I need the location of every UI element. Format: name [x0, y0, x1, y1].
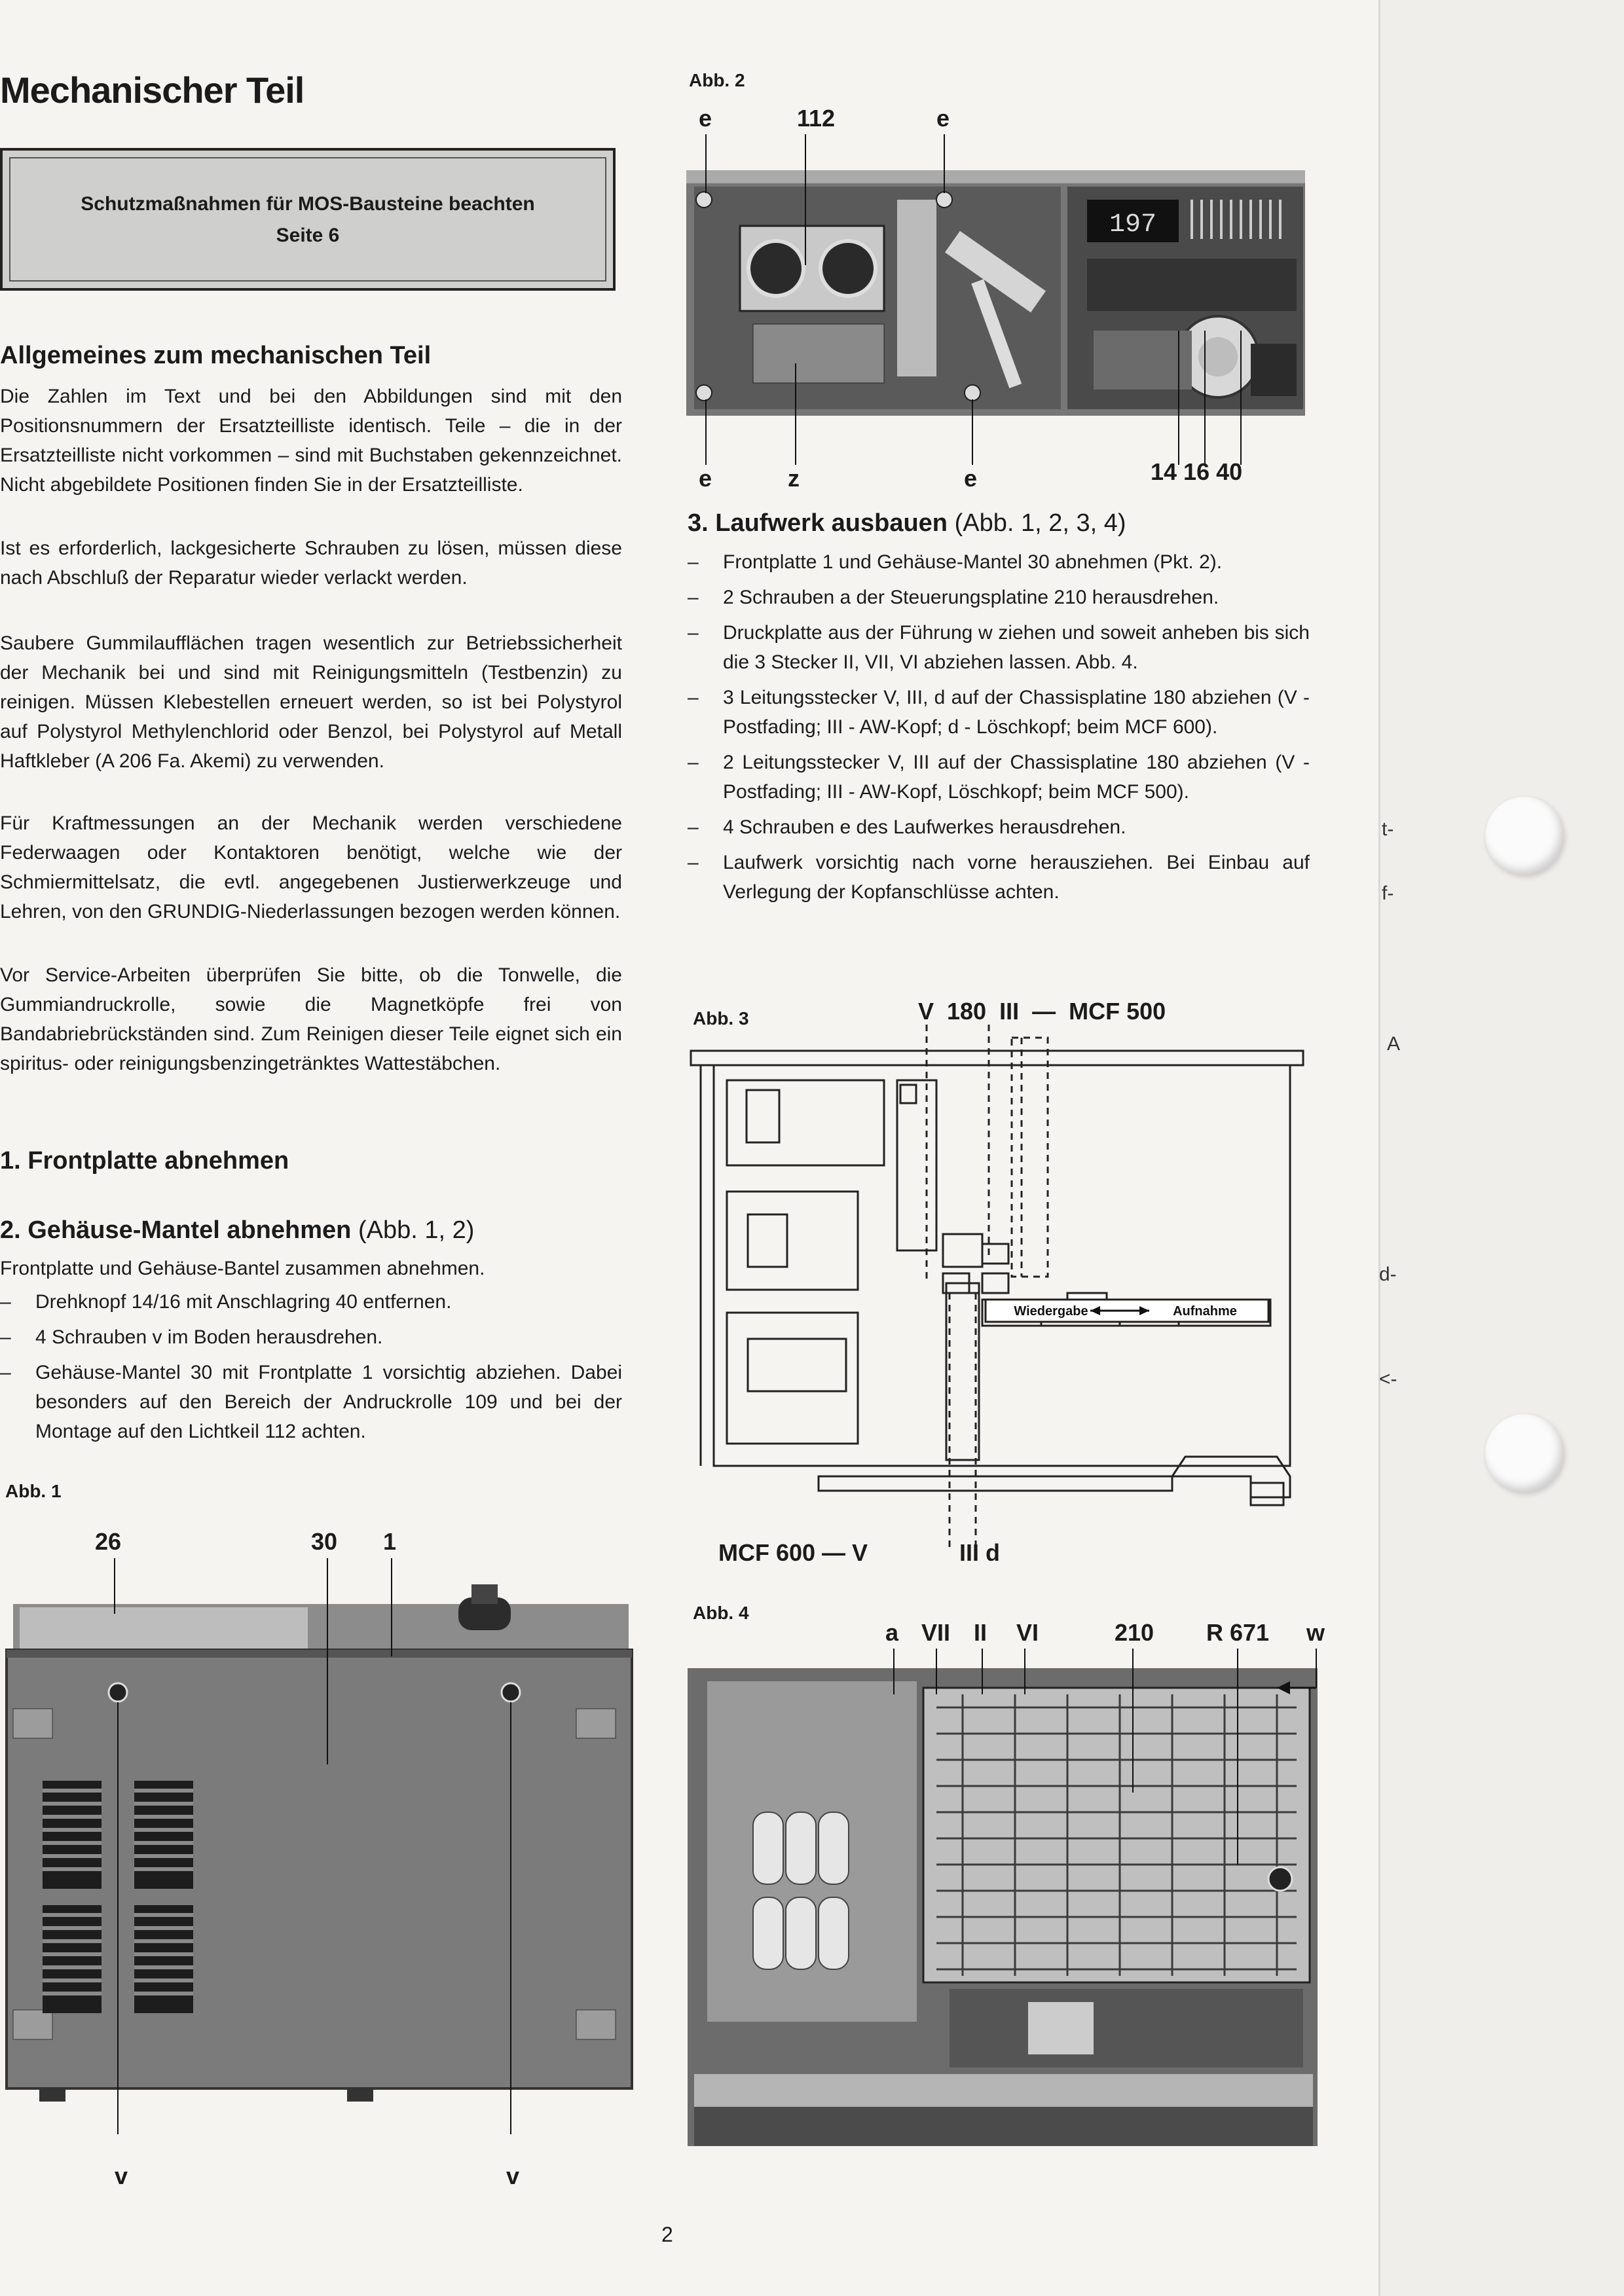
- mos-warning-line1: Schutzmaßnahmen für MOS-Bausteine beachten: [81, 193, 535, 215]
- abb3-bottom-right-callout: III d: [959, 1539, 1000, 1566]
- margin-fragment-k: <-: [1379, 1368, 1397, 1390]
- section-2-intro: Frontplatte und Gehäuse-Bantel zusammen abnehmen.: [0, 1258, 485, 1279]
- abb4-callout-VI: VI: [1016, 1619, 1039, 1646]
- list-item: – Gehäuse-Mantel 30 mit Frontplatte 1 vorsichtig abziehen. Dabei besonders auf den Bereich der Andruckrolle 109 und bei der Montage auf den Lichtkeil 112 achten.: [0, 1362, 622, 1442]
- margin-fragment-d: d-: [1379, 1264, 1397, 1285]
- margin-fragment-f: f-: [1382, 883, 1394, 904]
- abb4-callout-VII: VII: [921, 1619, 951, 1646]
- abb4-callout-210: 210: [1115, 1619, 1154, 1646]
- binder-hole-top: [1485, 797, 1564, 875]
- section-2-title: 2. Gehäuse-Mantel abnehmen: [0, 1216, 352, 1244]
- abb2-callout-112: 112: [797, 105, 836, 132]
- abb1-callout-v-left: v: [115, 2162, 128, 2189]
- abb3-bottom-left-callout: MCF 600 — V: [718, 1539, 868, 1566]
- list-item: – Druckplatte aus der Führung w ziehen und soweit anheben bis sich die 3 Stecker II, VII, VI abziehen lassen. Abb. 4.: [688, 622, 1310, 673]
- abb2-callout-z: z: [788, 465, 800, 492]
- section-1-heading: 1. Frontplatte abnehmen: [0, 1147, 289, 1175]
- section-2-ref: (Abb. 1, 2): [358, 1216, 475, 1244]
- section-3-title: 3. Laufwerk ausbauen: [688, 509, 948, 537]
- abb3-aufnahme-label: Aufnahme: [1173, 1304, 1237, 1319]
- abb1-callout-1: 1: [383, 1528, 397, 1555]
- abb3-label: Abb. 3: [693, 1008, 749, 1029]
- abb3-wiedergabe-label: Wiedergabe: [1014, 1304, 1088, 1319]
- mos-warning-line2: Seite 6: [276, 225, 340, 246]
- list-item: – Laufwerk vorsichtig nach vorne herausziehen. Bei Einbau auf Verlegung der Kopfanschlüsse achten.: [688, 852, 1310, 903]
- section-3-steps: [688, 547, 1310, 913]
- general-paragraph-3: Saubere Gummilaufflächen tragen wesentlich zur Betriebssicherheit der Mechanik bei und sind mit Reinigungsmitteln (Testbenzin) zu reinigen. Müssen Klebestellen erneuert werden, so ist bei Polystyrol auf Polystyrol Methylenchlorid oder Benzol, bei Polystyrol auf Metall Haftkleber (A 206 Fa. Akemi) zu verwenden.: [0, 632, 622, 772]
- abb2-callout-e: e: [699, 465, 712, 492]
- page-number: 2: [661, 2223, 673, 2246]
- section-3-ref: (Abb. 1, 2, 3, 4): [954, 509, 1126, 537]
- abb2-callout-e: e: [936, 105, 950, 132]
- abb2-display-readout: 197: [1109, 210, 1157, 240]
- abb4-callout-a: a: [885, 1619, 899, 1646]
- abb2-photo: [681, 134, 1310, 465]
- general-heading: Allgemeines zum mechanischen Teil: [0, 342, 432, 369]
- list-item: – 4 Schrauben e des Laufwerkes herausdrehen.: [688, 816, 1126, 838]
- abb4-callout-w: w: [1306, 1619, 1325, 1646]
- next-page-edge: [1378, 0, 1624, 2296]
- list-item: – Frontplatte 1 und Gehäuse-Mantel 30 abnehmen (Pkt. 2).: [688, 551, 1223, 573]
- abb4-callout-R671: R 671: [1206, 1619, 1270, 1646]
- abb2-callout-14-16-40: 14 16 40: [1151, 458, 1243, 485]
- abb2-callout-e: e: [964, 465, 978, 492]
- mos-warning-box: [0, 148, 616, 291]
- abb1-callout-v-right: v: [506, 2162, 520, 2189]
- section-3-heading: [688, 509, 1126, 538]
- general-paragraph-2: Ist es erforderlich, lackgesicherte Schrauben zu lösen, müssen diese nach Abschluß der Reparatur wieder verlackt werden.: [0, 538, 622, 589]
- abb2-callout-e: e: [699, 105, 712, 132]
- abb3-diagram: [688, 1025, 1310, 1552]
- abb1-callout-26: 26: [95, 1528, 122, 1555]
- abb4-callout-II: II: [974, 1619, 987, 1646]
- abb3-top-callouts: V 180 III — MCF 500: [918, 998, 1166, 1025]
- list-item: – Drehknopf 14/16 mit Anschlagring 40 entfernen.: [0, 1291, 452, 1313]
- binder-hole-bottom: [1485, 1414, 1564, 1493]
- list-item: – 3 Leitungsstecker V, III, d auf der Chassisplatine 180 abziehen (V - Postfading; III - AW-Kopf; d - Löschkopf; beim MCF 600).: [688, 687, 1310, 738]
- abb4-photo: [688, 1649, 1320, 2147]
- margin-fragment-A: A: [1387, 1033, 1401, 1055]
- general-paragraph-5: Vor Service-Arbeiten überprüfen Sie bitte, ob die Tonwelle, die Gummiandruckrolle, sowie die Magnetköpfe frei von Bandabriebrückständen sind. Zum Reinigen dieser Teile eignet sich ein spiritus- oder reinigungsbenzingetränktes Wattestäbchen.: [0, 964, 622, 1074]
- section-2-steps: [0, 1287, 622, 1452]
- general-paragraph-1: Die Zahlen im Text und bei den Abbildungen sind mit den Positionsnummern der Ersatzteilliste identisch. Teile – die in der Ersatzteilliste nicht vorkommen – sind mit Buchstaben gekennzeichnet. Nicht abgebildete Positionen finden Sie in der Ersatzteilliste.: [0, 386, 622, 496]
- abb4-label: Abb. 4: [693, 1603, 749, 1623]
- margin-fragment-t: t-: [1382, 818, 1394, 840]
- list-item: – 2 Schrauben a der Steuerungsplatine 210 herausdrehen.: [688, 587, 1219, 608]
- page-title: Mechanischer Teil: [0, 69, 304, 111]
- list-item: – 2 Leitungsstecker V, III auf der Chassisplatine 180 abziehen (V - Postfading; III - AW-Kopf, Löschkopf; beim MCF 500).: [688, 752, 1310, 803]
- abb1-label: Abb. 1: [5, 1481, 62, 1501]
- abb1-callout-30: 30: [311, 1528, 338, 1555]
- list-item: – 4 Schrauben v im Boden herausdrehen.: [0, 1326, 383, 1348]
- abb1-photo: [0, 1558, 642, 2147]
- abb2-label: Abb. 2: [689, 70, 745, 90]
- section-2-heading: [0, 1216, 474, 1245]
- general-paragraph-4: Für Kraftmessungen an der Mechanik werden verschiedene Federwaagen oder Kontaktoren benötigt, welche wie der Schmiermittelsatz, die evtl. angegebenen Justierwerkzeuge und Lehren, von den GRUNDIG-Niederlassungen bezogen werden können.: [0, 812, 622, 922]
